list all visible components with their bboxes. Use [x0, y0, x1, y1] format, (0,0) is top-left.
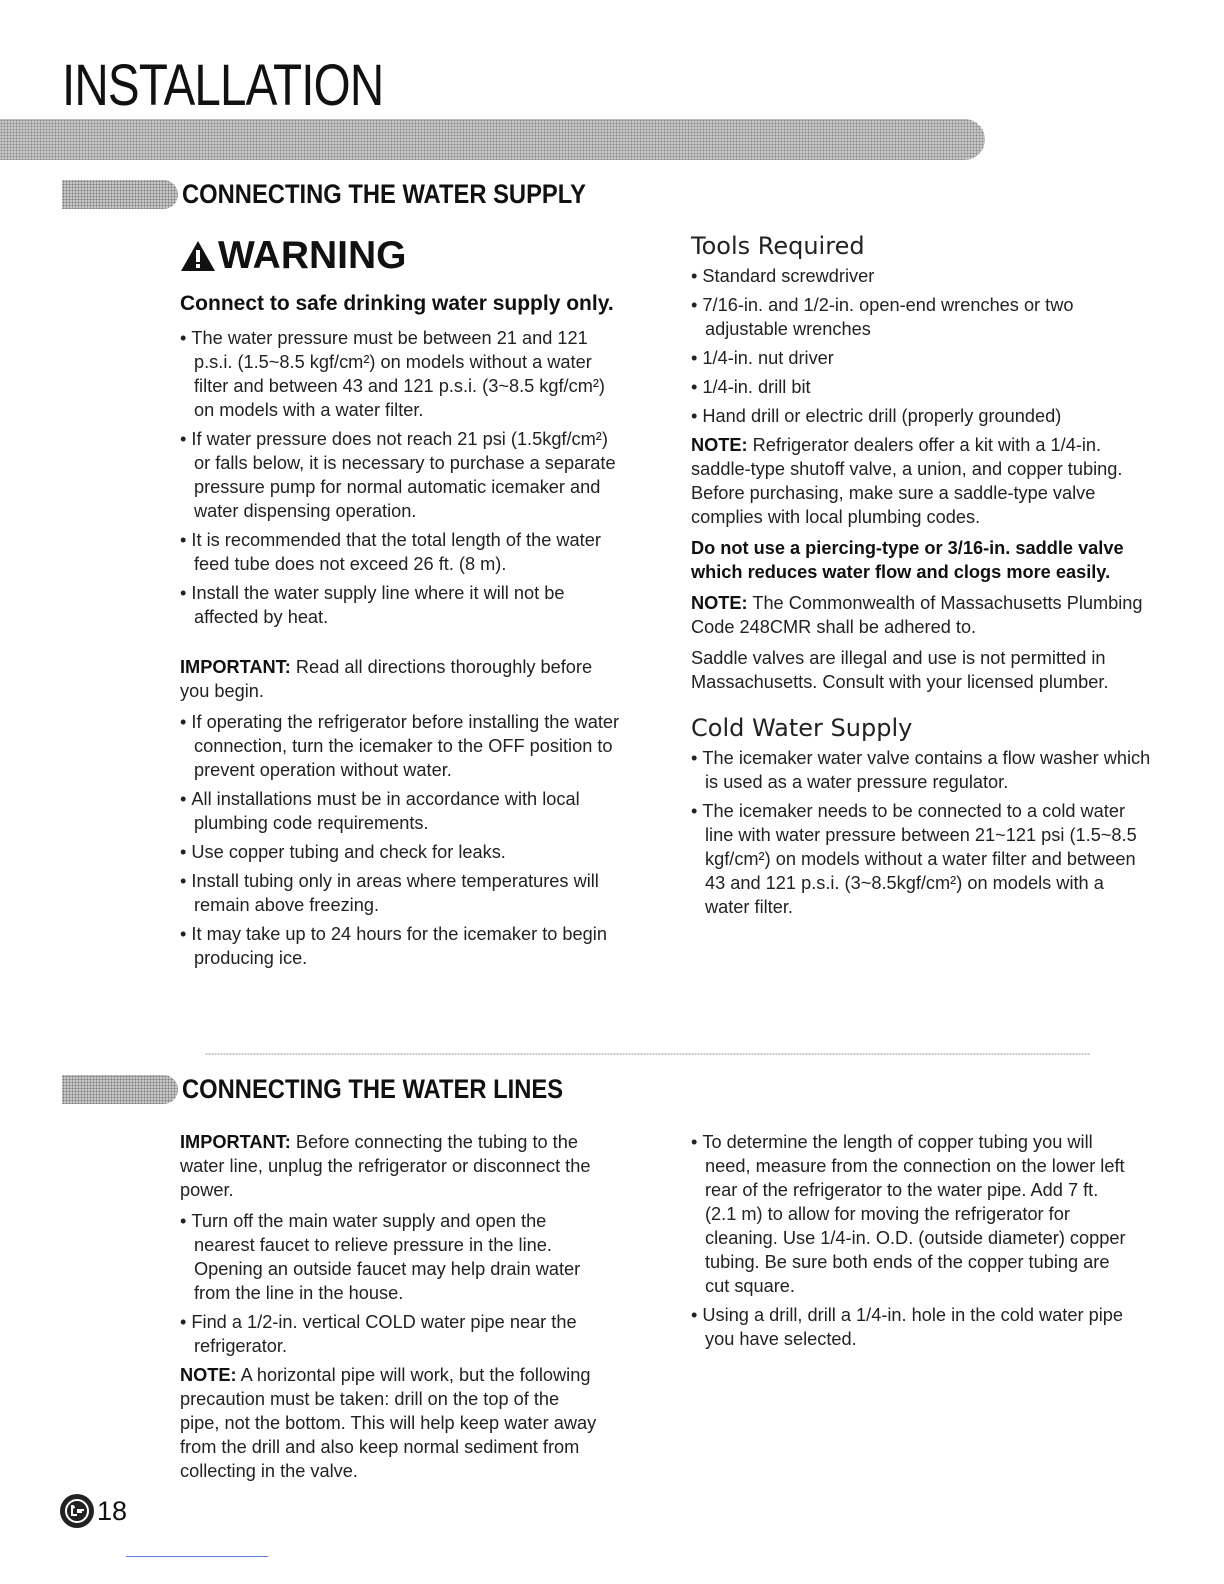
list-item: • 1/4-in. nut driver — [691, 346, 1151, 370]
note-text: The Commonwealth of Massachusetts Plumbing Code 248CMR shall be adhered to. — [691, 593, 1143, 637]
warning-triangle-icon — [180, 240, 216, 272]
warning-label: WARNING — [218, 234, 407, 277]
section-marker — [62, 1075, 178, 1104]
list-item: • It is recommended that the total length of the water feed tube does not exceed 26 ft. (8 m). — [180, 528, 625, 576]
water-supply-left-column — [180, 290, 625, 975]
list-item: • The icemaker water valve contains a flow washer which is used as a water pressure regulator. — [691, 746, 1151, 794]
note-massachusetts — [691, 591, 1151, 639]
page-footer — [60, 1494, 127, 1528]
list-item: • If operating the refrigerator before installing the water connection, turn the icemaker to the OFF position to prevent operation without water. — [180, 710, 625, 782]
warning-heading — [180, 234, 407, 278]
water-lines-left-column — [180, 1130, 600, 1490]
note-label: NOTE: — [180, 1365, 237, 1385]
footer-rule — [126, 1556, 268, 1557]
warning-subhead: Connect to safe drinking water supply only. — [180, 292, 614, 315]
list-item: • Install tubing only in areas where temperatures will remain above freezing. — [180, 869, 625, 917]
list-item: • It may take up to 24 hours for the icemaker to begin producing ice. — [180, 922, 625, 970]
tools-heading: Tools Required — [691, 232, 865, 260]
section-title-water-lines: CONNECTING THE WATER LINES — [182, 1074, 564, 1104]
cold-water-heading: Cold Water Supply — [691, 714, 913, 742]
list-item: • The icemaker needs to be connected to a cold water line with water pressure between 21~121 psi (1.5~8.5 kgf/cm²) on models without a water filter and between 43 and 121 p.s.i. (3~8.5kgf/cm²) on models with a water filter. — [691, 799, 1151, 919]
note-label: NOTE: — [691, 435, 748, 455]
header-dotted-bar — [0, 119, 985, 160]
list-item: • Find a 1/2-in. vertical COLD water pipe near the refrigerator. — [180, 1310, 600, 1358]
section-title-water-supply: CONNECTING THE WATER SUPPLY — [182, 179, 586, 209]
important-text: Before connecting the tubing to the water line, unplug the refrigerator or disconnect the power. — [180, 1132, 591, 1200]
list-item: • Hand drill or electric drill (properly grounded) — [691, 404, 1151, 428]
note-label: NOTE: — [691, 593, 748, 613]
list-item: • The water pressure must be between 21 and 121 p.s.i. (1.5~8.5 kgf/cm²) on models without a water filter and between 43 and 121 p.s.i. (3~8.5 kgf/cm²) on models with a water filter. — [180, 326, 625, 422]
list-item: • Install the water supply line where it will not be affected by heat. — [180, 581, 625, 629]
important-note — [180, 655, 625, 703]
lg-logo-icon — [60, 1494, 94, 1528]
water-supply-right-column — [691, 234, 1151, 924]
section-marker — [62, 180, 178, 209]
water-lines-right-column — [691, 1130, 1131, 1356]
list-item: • Standard screwdriver — [691, 264, 1151, 288]
section-divider — [205, 1053, 1090, 1055]
page-number: 18 — [97, 1495, 128, 1526]
list-item: • 7/16-in. and 1/2-in. open-end wrenches or two adjustable wrenches — [691, 293, 1151, 341]
important-label: IMPORTANT: — [180, 1132, 291, 1152]
important-label: IMPORTANT: — [180, 657, 291, 677]
note-kit — [691, 433, 1151, 529]
list-item: • To determine the length of copper tubing you will need, measure from the connection on the lower left rear of the refrigerator to the water pipe. Add 7 ft. (2.1 m) to allow for moving the refrigerator for cleaning. Use 1/4-in. O.D. (outside diameter) copper tubing. Be sure both ends of the copper tubing are cut square. — [691, 1130, 1131, 1298]
list-item: • 1/4-in. drill bit — [691, 375, 1151, 399]
note-text: A horizontal pipe will work, but the following precaution must be taken: drill on the top of the pipe, not the bottom. This will help keep water away from the drill and also keep normal sediment from collecting in the valve. — [180, 1365, 597, 1481]
list-item: • Using a drill, drill a 1/4-in. hole in the cold water pipe you have selected. — [691, 1303, 1131, 1351]
piercing-valve-warning: Do not use a piercing-type or 3/16-in. saddle valve which reduces water flow and clogs more easily. — [691, 538, 1124, 582]
page-title: INSTALLATION — [62, 53, 384, 118]
saddle-valve-text: Saddle valves are illegal and use is not permitted in Massachusetts. Consult with your licensed plumber. — [691, 648, 1109, 692]
note-text: Refrigerator dealers offer a kit with a 1/4-in. saddle-type shutoff valve, a union, and copper tubing. Before purchasing, make sure a saddle-type valve complies with local plumbing codes. — [691, 435, 1123, 527]
list-item: • Turn off the main water supply and open the nearest faucet to relieve pressure in the line. Opening an outside faucet may help drain water from the line in the house. — [180, 1209, 600, 1305]
note-horizontal-pipe — [180, 1363, 600, 1483]
important-text: Read all directions thoroughly before you begin. — [180, 657, 593, 701]
list-item: • If water pressure does not reach 21 psi (1.5kgf/cm²) or falls below, it is necessary to purchase a separate pressure pump for normal automatic icemaker and water dispensing operation. — [180, 427, 625, 523]
list-item: • Use copper tubing and check for leaks. — [180, 840, 625, 864]
important-note — [180, 1130, 600, 1202]
list-item: • All installations must be in accordance with local plumbing code requirements. — [180, 787, 625, 835]
